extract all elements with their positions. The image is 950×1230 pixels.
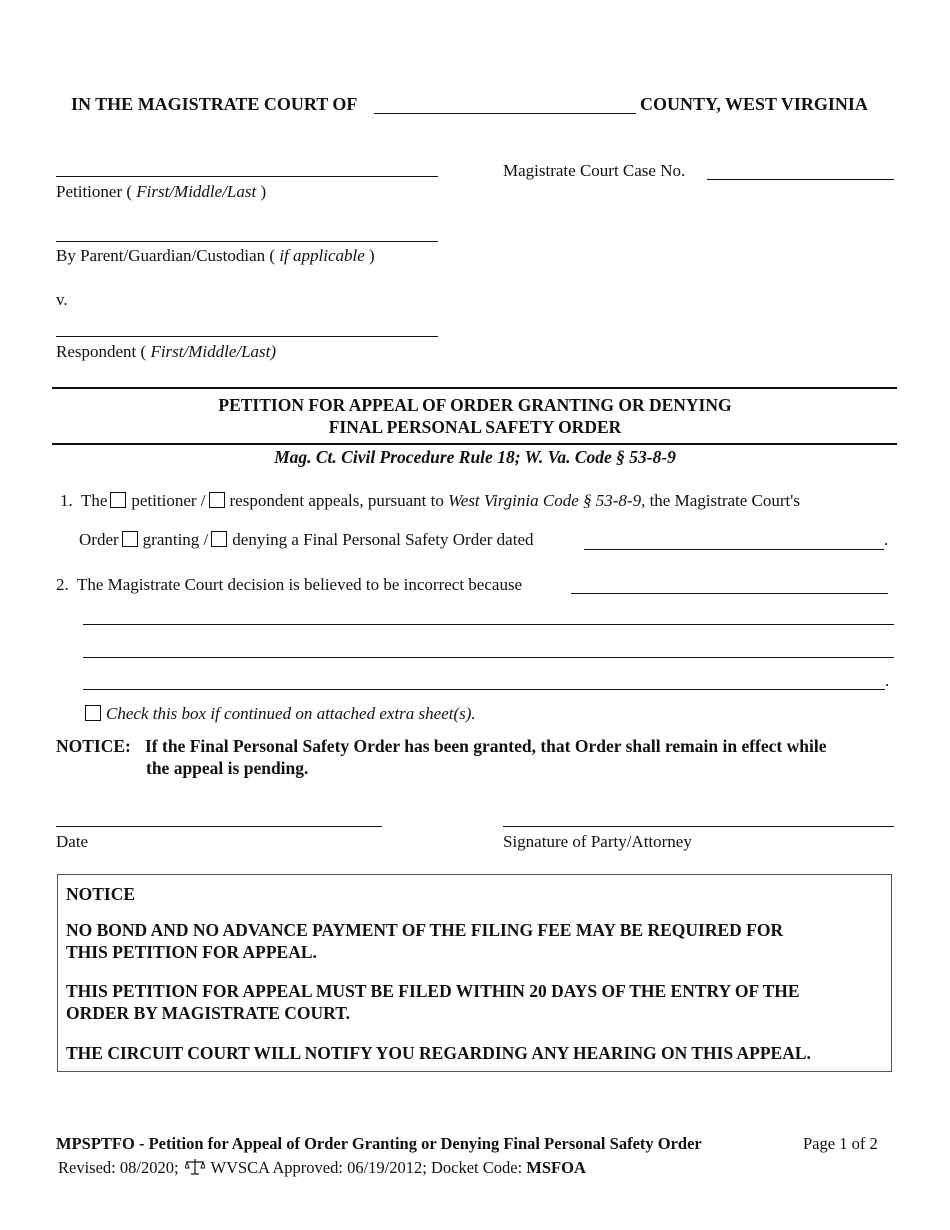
versus-label: v.: [56, 290, 68, 309]
court-header-suffix: COUNTY, WEST VIRGINIA: [640, 94, 868, 114]
extra-sheet-label: Check this box if continued on attached extra sheet(s).: [106, 704, 476, 723]
footer-meta: Revised: 08/2020; WVSCA Approved: 06/19/2012; Docket Code: MSFOA: [58, 1158, 586, 1181]
item-1-line-1: 1. The petitioner / respondent appeals, pursuant to West Virginia Code § 53-8-9, the Magistrate Court's: [60, 491, 800, 510]
order-date-field[interactable]: [584, 549, 884, 550]
granting-checkbox[interactable]: [122, 531, 138, 547]
notice-inline-line-2: the appeal is pending.: [146, 758, 309, 778]
reason-field-line-2[interactable]: [83, 624, 894, 625]
notice-inline-label: NOTICE:: [56, 736, 131, 756]
respondent-label: Respondent ( First/Middle/Last): [56, 342, 277, 361]
notice-box-p1-line1: NO BOND AND NO ADVANCE PAYMENT OF THE FILING FEE MAY BE REQUIRED FOR: [66, 920, 784, 940]
petitioner-label: Petitioner ( First/Middle/Last ): [56, 182, 267, 201]
guardian-label: By Parent/Guardian/Custodian ( if applicable ): [56, 246, 375, 265]
rule-citation: Mag. Ct. Civil Procedure Rule 18; W. Va. Code § 53-8-9: [274, 447, 676, 467]
date-field[interactable]: [56, 826, 382, 827]
notice-box-heading: NOTICE: [66, 884, 136, 904]
extra-sheet-row: [83, 704, 476, 724]
item-1-period: .: [884, 530, 889, 549]
item-2-period: .: [885, 671, 890, 690]
respondent-name-field[interactable]: [56, 336, 438, 337]
signature-field[interactable]: [503, 826, 894, 827]
reason-field-line-4[interactable]: [83, 689, 885, 690]
guardian-name-field[interactable]: [56, 241, 438, 242]
notice-inline-line-1: If the Final Personal Safety Order has been granted, that Order shall remain in effect while: [145, 736, 827, 756]
title-top-rule: [52, 387, 897, 389]
notice-box-p2-line2: ORDER BY MAGISTRATE COURT.: [66, 1003, 350, 1023]
county-name-field[interactable]: [374, 113, 636, 114]
notice-box: [57, 874, 892, 1072]
title-line-2: FINAL PERSONAL SAFETY ORDER: [328, 417, 622, 437]
extra-sheet-checkbox[interactable]: [85, 705, 101, 721]
petitioner-checkbox[interactable]: [110, 492, 126, 508]
footer-form-title: MPSPTFO - Petition for Appeal of Order Granting or Denying Final Personal Safety Order: [56, 1134, 702, 1153]
notice-box-p3: THE CIRCUIT COURT WILL NOTIFY YOU REGARDING ANY HEARING ON THIS APPEAL.: [66, 1043, 811, 1063]
item-2-text: 2. The Magistrate Court decision is believed to be incorrect because: [56, 575, 523, 594]
case-number-field[interactable]: [707, 179, 894, 180]
signature-label: Signature of Party/Attorney: [503, 832, 692, 851]
title-bottom-rule: [52, 443, 897, 445]
denying-checkbox[interactable]: [211, 531, 227, 547]
reason-field-line-3[interactable]: [83, 657, 894, 658]
scales-of-justice-icon: [185, 1158, 205, 1181]
title-line-1: PETITION FOR APPEAL OF ORDER GRANTING OR DENYING: [218, 395, 732, 415]
item-1-line-2: Order granting / denying a Final Personal Safety Order dated: [79, 530, 534, 549]
footer-page-number: Page 1 of 2: [803, 1134, 878, 1153]
notice-box-p1-line2: THIS PETITION FOR APPEAL.: [66, 942, 317, 962]
petitioner-name-field[interactable]: [56, 176, 438, 177]
respondent-checkbox[interactable]: [209, 492, 225, 508]
date-label: Date: [56, 832, 89, 851]
case-number-label: Magistrate Court Case No.: [503, 161, 686, 180]
reason-field-line-1[interactable]: [571, 593, 888, 594]
notice-box-p2-line1: THIS PETITION FOR APPEAL MUST BE FILED WITHIN 20 DAYS OF THE ENTRY OF THE: [66, 981, 800, 1001]
court-header-prefix: IN THE MAGISTRATE COURT OF: [71, 94, 358, 114]
